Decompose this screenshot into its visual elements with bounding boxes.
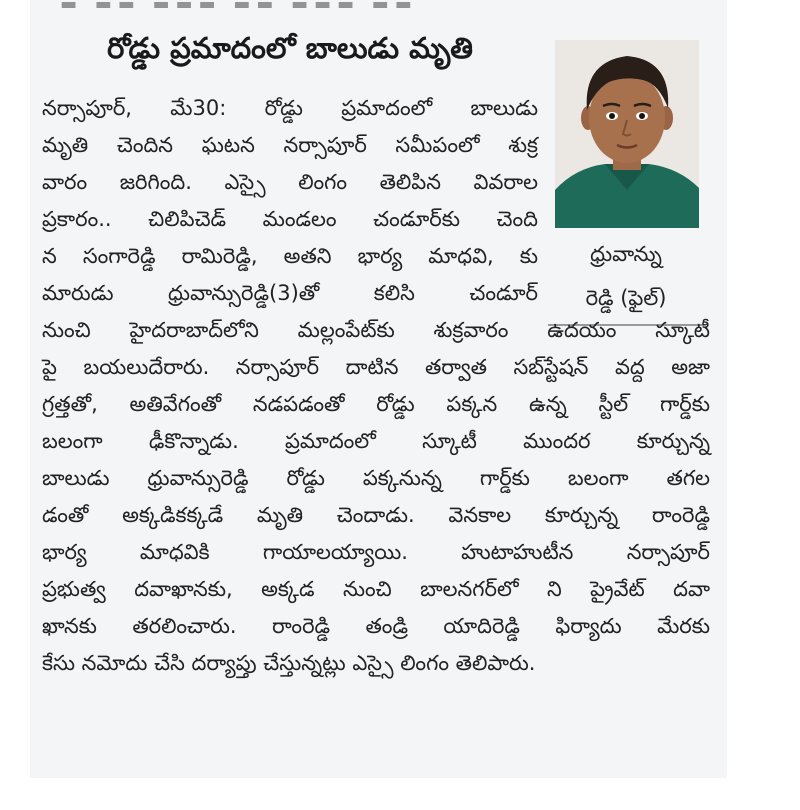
article-line: ప్రకారం.. చిలిపిచెడ్ మండలం చండూర్‌కు చెంది (42, 207, 538, 231)
article-line: బాలుడు ధ్రువాన్సురెడ్డి రోడ్డు పక్కనున్న గార్డ్‌కు బలంగా తగల (42, 466, 710, 490)
article-line: మృతి చెందిన ఘటన నర్సాపూర్ సమీపంలో శుక్ర (42, 133, 538, 157)
cut-off-previous-line (60, 0, 440, 8)
caption-line-1: ధ్రువాన్ను (590, 242, 662, 266)
article-line-last: కేసు నమోదు చేసి దర్యాప్తు చేస్తున్నట్లు ఎస్సై లింగం తెలిపారు. (42, 651, 536, 675)
article-line: ప్రభుత్వ దవాఖానకు, అక్కడ నుంచి బాలనగర్‌లో ని ప్రైవేట్ దవా (42, 577, 710, 601)
article-line: ఖానకు తరలించారు. రాంరెడ్డి తండ్రి యాదిరెడ్డి ఫిర్యాదు మేరకు (42, 614, 710, 638)
article-line: వారం జరిగింది. ఎస్సై లింగం తెలిపిన వివరాల (42, 170, 538, 194)
article-line: బలంగా ఢీకొన్నాడు. ప్రమాదంలో స్కూటీ ముందర కూర్చున్న (42, 429, 710, 453)
article-line: నుంచి హైదరాబాద్‌లోని మల్లంపేట్‌కు శుక్రవారం ఉదయం స్కూటీ (42, 318, 710, 342)
article-line: న సంగారెడ్డి రామిరెడ్డి, అతని భార్య మాధవి, కు (42, 244, 538, 268)
article-line: గ్రత్తతో, అతివేగంతో నడపడంతో రోడ్డు పక్కన ఉన్న స్టీల్ గార్డ్‌కు (42, 392, 710, 416)
article-line: డంతో అక్కడికక్కడే మృతి చెందాడు. వెనకాల కూర్చున్న రాంరెడ్డి (42, 503, 710, 527)
article-line: పై బయలుదేరారు. నర్సాపూర్ దాటిన తర్వాత సబ్‌స్టేషన్ వద్ద అజా (42, 355, 710, 379)
caption-line-2: రెడ్డి (ఫైల్) (585, 286, 667, 310)
article-line: భార్య మాధవికి గాయాలయ్యాయి. హుటాహుటీన నర్సాపూర్ (42, 540, 710, 564)
article-line: మారుడు ధ్రువాన్సురెడ్డి(3)తో కలిసి చండూర్ (42, 281, 538, 305)
headline: రోడ్డు ప్రమాదంలో బాలుడు మృతి (107, 31, 473, 65)
article-line: నర్సాపూర్, మే30: రోడ్డు ప్రమాదంలో బాలుడు (42, 96, 538, 120)
article-body (42, 90, 710, 682)
